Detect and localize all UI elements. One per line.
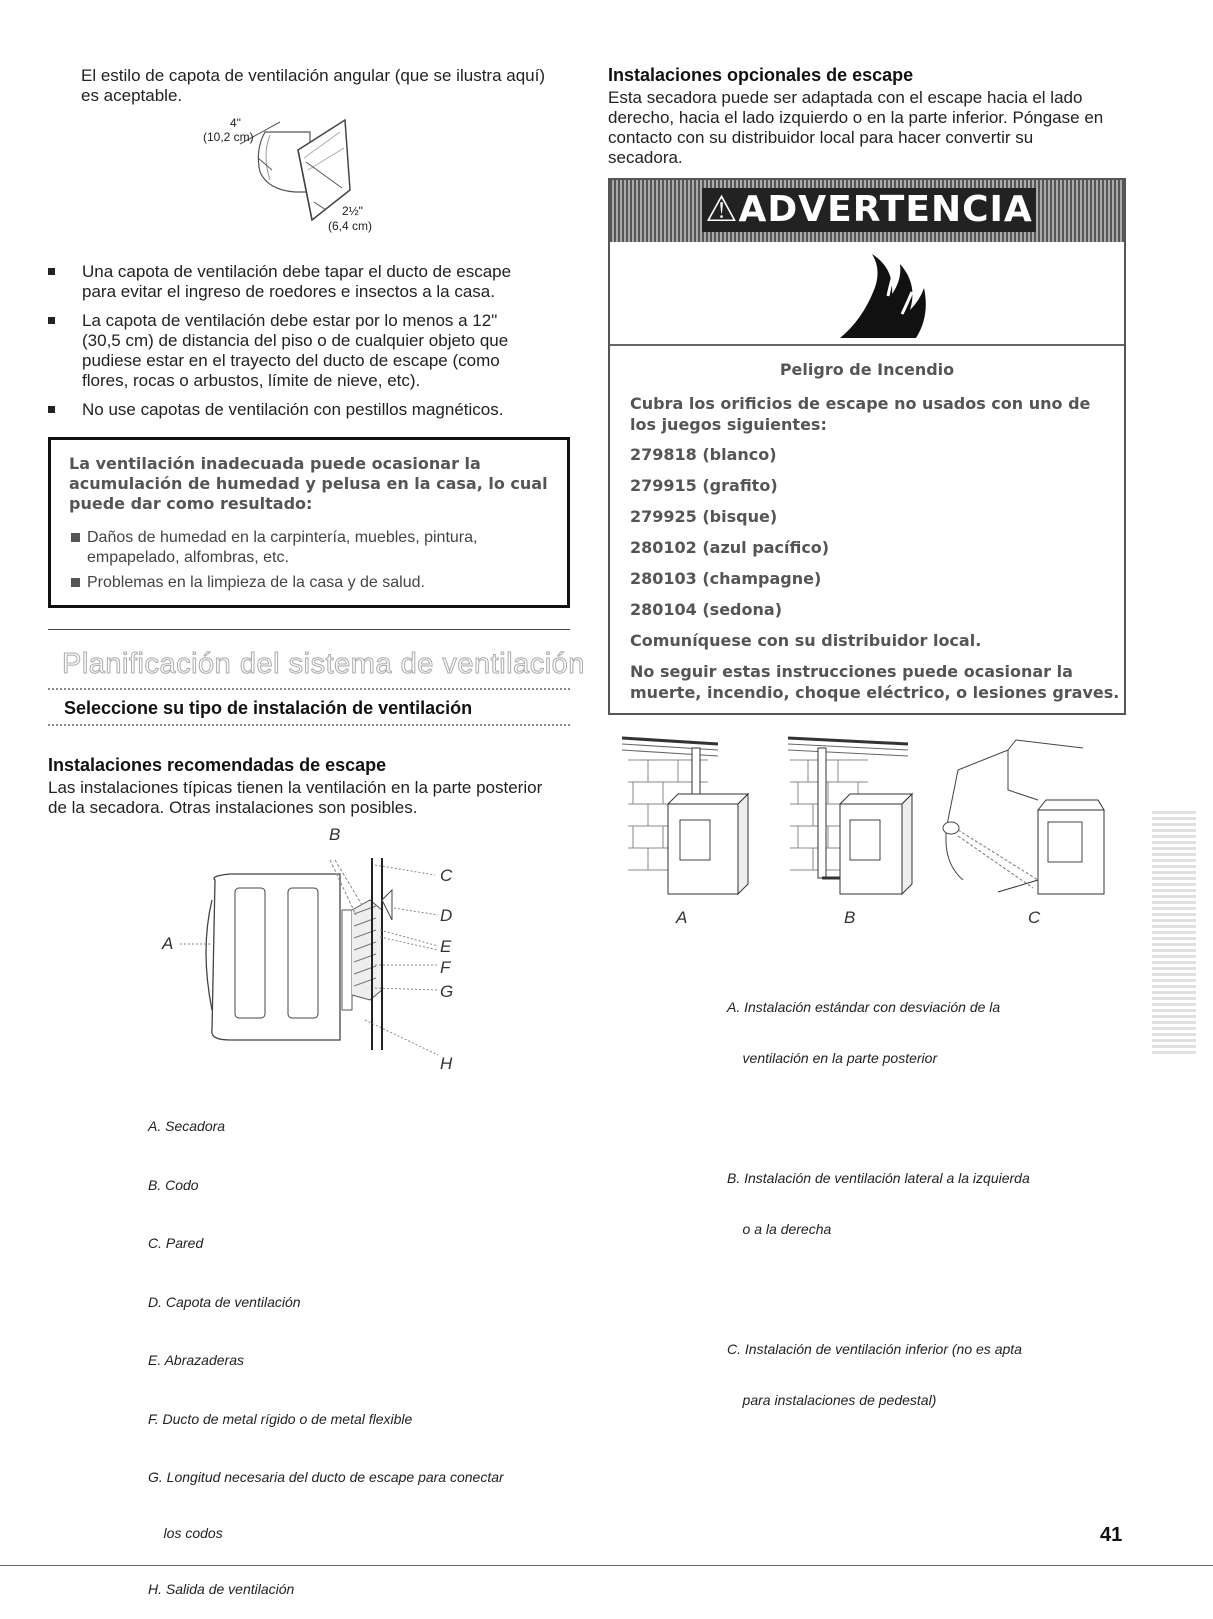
warning-triangle-icon: ⚠ — [705, 189, 739, 230]
bullet-square-icon — [71, 533, 80, 542]
install-label-a: A — [676, 908, 688, 927]
install-caption-a: A. Instalación estándar con desviación de la ventilación en la parte posterior — [727, 999, 1001, 1066]
hood-depth-cm: (6,4 cm) — [328, 219, 373, 233]
diagram-legend: A. Secadora B. Codo C. Pared D. Capota de ventilación E. Abrazaderas F. Ducto de metal rígido o de metal flexible G. Longitud necesaria del ducto de escape para conectar los codos H. Salida de ventilación — [148, 1118, 504, 1597]
kit-item: 279915 (grafito) — [630, 476, 778, 495]
diagram-label-c: C — [440, 866, 453, 885]
hood-width-cm: (10,2 cm) — [203, 130, 254, 144]
fire-icon — [832, 250, 932, 340]
bullet-square-icon — [48, 317, 55, 324]
section-title: Planificación del sistema de ventilación — [62, 648, 585, 680]
install-a-illustration — [622, 738, 748, 894]
warning-title: ⚠ADVERTENCIA — [702, 188, 1036, 232]
install-caption-c: C. Instalación de ventilación inferior (no es apta para instalaciones de pedestal) — [727, 1341, 1022, 1408]
bullet-square-icon — [48, 268, 55, 275]
kit-item: 280103 (champagne) — [630, 569, 822, 588]
kit-item: 279925 (bisque) — [630, 507, 778, 526]
diagram-label-e: E — [440, 937, 452, 956]
subsection-dotted-rule — [48, 724, 570, 726]
intro-text: El estilo de capota de ventilación angular (que se ilustra aquí) es aceptable. — [81, 66, 546, 105]
install-label-c: C — [1028, 908, 1041, 927]
section-rule — [48, 629, 570, 630]
diagram-label-d: D — [440, 906, 453, 925]
hood-width-in: 4" — [230, 116, 241, 130]
humidity-callout-box — [48, 437, 570, 608]
subsection-title: Seleccione su tipo de instalación de ventilación — [64, 698, 473, 718]
recommended-heading: Instalaciones recomendadas de escape — [48, 755, 387, 775]
list-item: No use capotas de ventilación con pestillos magnéticos. — [48, 400, 503, 420]
callout-item: Daños de humedad en la carpintería, muebles, pintura, empapelado, alfombras, etc. — [71, 528, 477, 568]
edge-watermark — [1152, 808, 1196, 1054]
section-dotted-rule — [48, 688, 570, 690]
install-illustrations — [618, 730, 1098, 908]
install-c-illustration — [943, 740, 1104, 894]
list-item: Una capota de ventilación debe tapar el ducto de escape para evitar el ingreso de roedores e insectos a la casa. — [48, 262, 511, 302]
hazard-title: Peligro de Incendio — [779, 360, 955, 379]
diagram-label-a: A — [162, 934, 174, 953]
bottom-rule — [0, 1565, 1213, 1566]
warning-contact: Comuníquese con su distribuidor local. — [630, 631, 982, 650]
optional-text: Esta secadora puede ser adaptada con el escape hacia el lado derecho, hacia el lado izquierdo o en la parte inferior. Póngase en contacto con su distribuidor local para hacer convertir su secadora. — [608, 88, 1104, 167]
optional-heading: Instalaciones opcionales de escape — [608, 65, 914, 85]
warning-header — [610, 180, 1124, 242]
hood-depth-in: 2½" — [342, 204, 363, 218]
kit-item: 280102 (azul pacífico) — [630, 538, 830, 557]
kit-item: 279818 (blanco) — [630, 445, 777, 464]
list-item: La capota de ventilación debe estar por lo menos a 12" (30,5 cm) de distancia del piso o de cualquier objeto que pudiese estar en el trayecto del ducto de escape (como flores, rocas o arbustos, límite de nieve, etc). — [48, 311, 508, 391]
bullet-square-icon — [71, 578, 80, 587]
install-caption-b: B. Instalación de ventilación lateral a la izquierda o a la derecha — [727, 1170, 1030, 1237]
bullet-square-icon — [48, 406, 55, 413]
install-captions — [727, 931, 1030, 1460]
callout-item: Problemas en la limpieza de la casa y de salud. — [71, 573, 425, 593]
diagram-label-b: B — [329, 825, 341, 844]
diagram-label-h: H — [440, 1054, 453, 1073]
warning-consequence: No seguir estas instrucciones puede ocasionar la muerte, incendio, choque eléctrico, o lesiones graves. — [630, 662, 1120, 702]
install-b-illustration — [788, 738, 912, 894]
callout-heading: La ventilación inadecuada puede ocasionar la acumulación de humedad y pelusa en la casa, lo cual puede dar como resultado: — [69, 454, 548, 513]
page-number: 41 — [1100, 1524, 1123, 1546]
diagram-label-f: F — [440, 958, 451, 977]
kit-item: 280104 (sedona) — [630, 600, 782, 619]
warning-box — [608, 178, 1126, 715]
warning-divider — [610, 344, 1124, 346]
install-label-b: B — [844, 908, 856, 927]
dryer-vent-diagram — [170, 840, 470, 1070]
diagram-label-g: G — [440, 982, 454, 1001]
warning-intro: Cubra los orificios de escape no usados con uno de los juegos siguientes: — [630, 394, 1091, 434]
recommended-text: Las instalaciones típicas tienen la ventilación en la parte posterior de la secadora. Otras instalaciones son posibles. — [48, 778, 543, 817]
